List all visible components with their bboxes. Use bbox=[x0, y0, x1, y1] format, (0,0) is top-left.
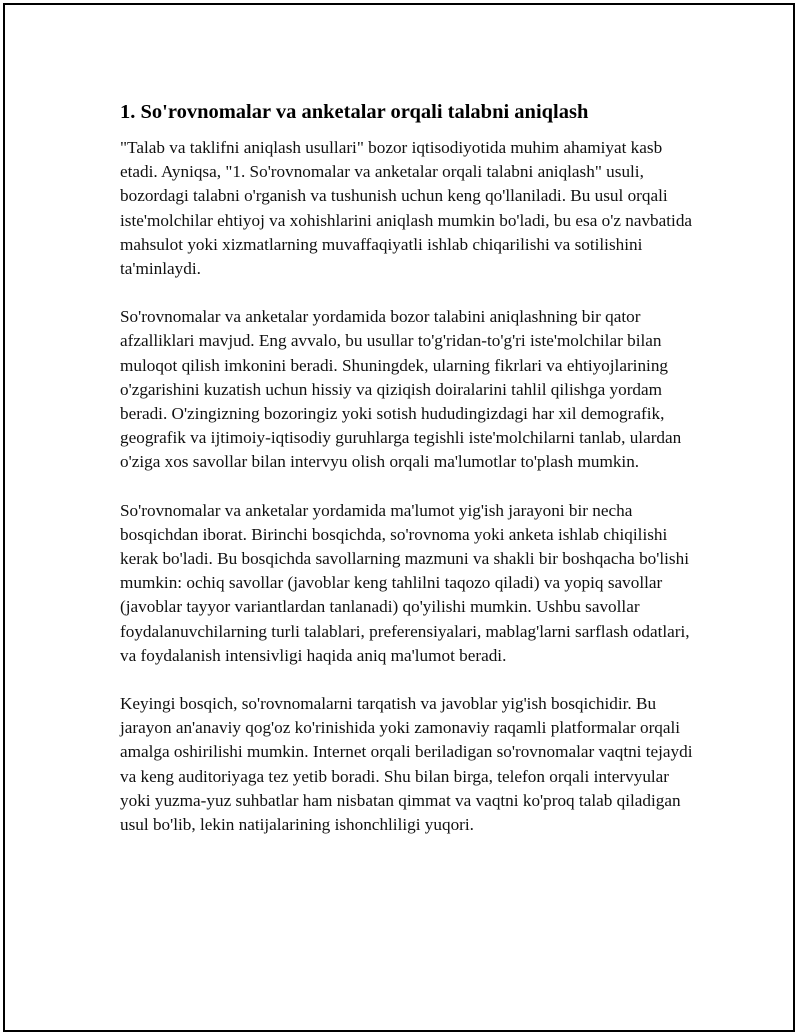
page-frame bbox=[3, 3, 795, 1032]
paragraph-4: Keyingi bosqich, so'rovnomalarni tarqatish va javoblar yig'ish bosqichidir. Bu jarayon an'anaviy qog'oz ko'rinishida yoki zamonaviy raqamli platformalar orqali amalga oshirilishi mumkin. Internet orqali beriladigan so'rovnomalar vaqtni tejaydi va keng auditoriyaga tez yetib boradi. Shu bilan birga, telefon orqali intervyular yoki yuzma-yuz suhbatlar ham nisbatan qimmat va vaqtni ko'proq talab qiladigan usul bo'lib, lekin natijalarining ishonchliligi yuqori. bbox=[120, 694, 693, 835]
paragraph-2: So'rovnomalar va anketalar yordamida bozor talabini aniqlashning bir qator afzalliklari mavjud. Eng avvalo, bu usullar to'g'ridan-to'g'ri iste'molchilar bilan muloqot qilish imkonini beradi. Shuningdek, ularning fikrlari va ehtiyojlarining o'zgarishini kuzatish uchun hissiy va qiziqish doiralarini tahlil qilishga yordam beradi. O'zingizning bozoringiz yoki sotish hududingizdagi har xil demografik, geografik va ijtimoiy-iqtisodiy guruhlarga tegishli iste'molchilarni tanlab, ulardan o'ziga xos savollar bilan intervyu olish orqali ma'lumotlar to'plash mumkin. bbox=[120, 307, 682, 472]
document-title: 1. So'rovnomalar va anketalar orqali talabni aniqlash bbox=[120, 101, 589, 123]
document-body bbox=[120, 99, 700, 861]
paragraph-3: So'rovnomalar va anketalar yordamida ma'lumot yig'ish jarayoni bir necha bosqichdan iborat. Birinchi bosqichda, so'rovnoma yoki anketa ishlab chiqilishi kerak bo'ladi. Bu bosqichda savollarning mazmuni va shakli bir boshqacha bo'lishi mumkin: ochiq savollar (javoblar keng tahlilni taqozo qiladi) va yopiq savollar (javoblar tayyor variantlardan tanlanadi) qo'yilishi mumkin. Ushbu savollar foydalanuvchilarning turli talablari, preferensiyalari, mablag'larni sarflash odatlari, va foydalanish intensivligi haqida aniq ma'lumot beradi. bbox=[120, 500, 690, 665]
paragraph-1: "Talab va taklifni aniqlash usullari" bozor iqtisodiyotida muhim ahamiyat kasb etadi. Ayniqsa, "1. So'rovnomalar va anketalar orqali talabni aniqlash" usuli, bozordagi talabni o'rganish va tushunish uchun keng qo'llaniladi. Bu usul orqali iste'molchilar ehtiyoj va xohishlarini aniqlash mumkin bo'ladi, bu esa o'z navbatida mahsulot yoki xizmatlarning muvaffaqiyatli ishlab chiqarilishi va sotilishini ta'minlaydi. bbox=[120, 138, 693, 279]
